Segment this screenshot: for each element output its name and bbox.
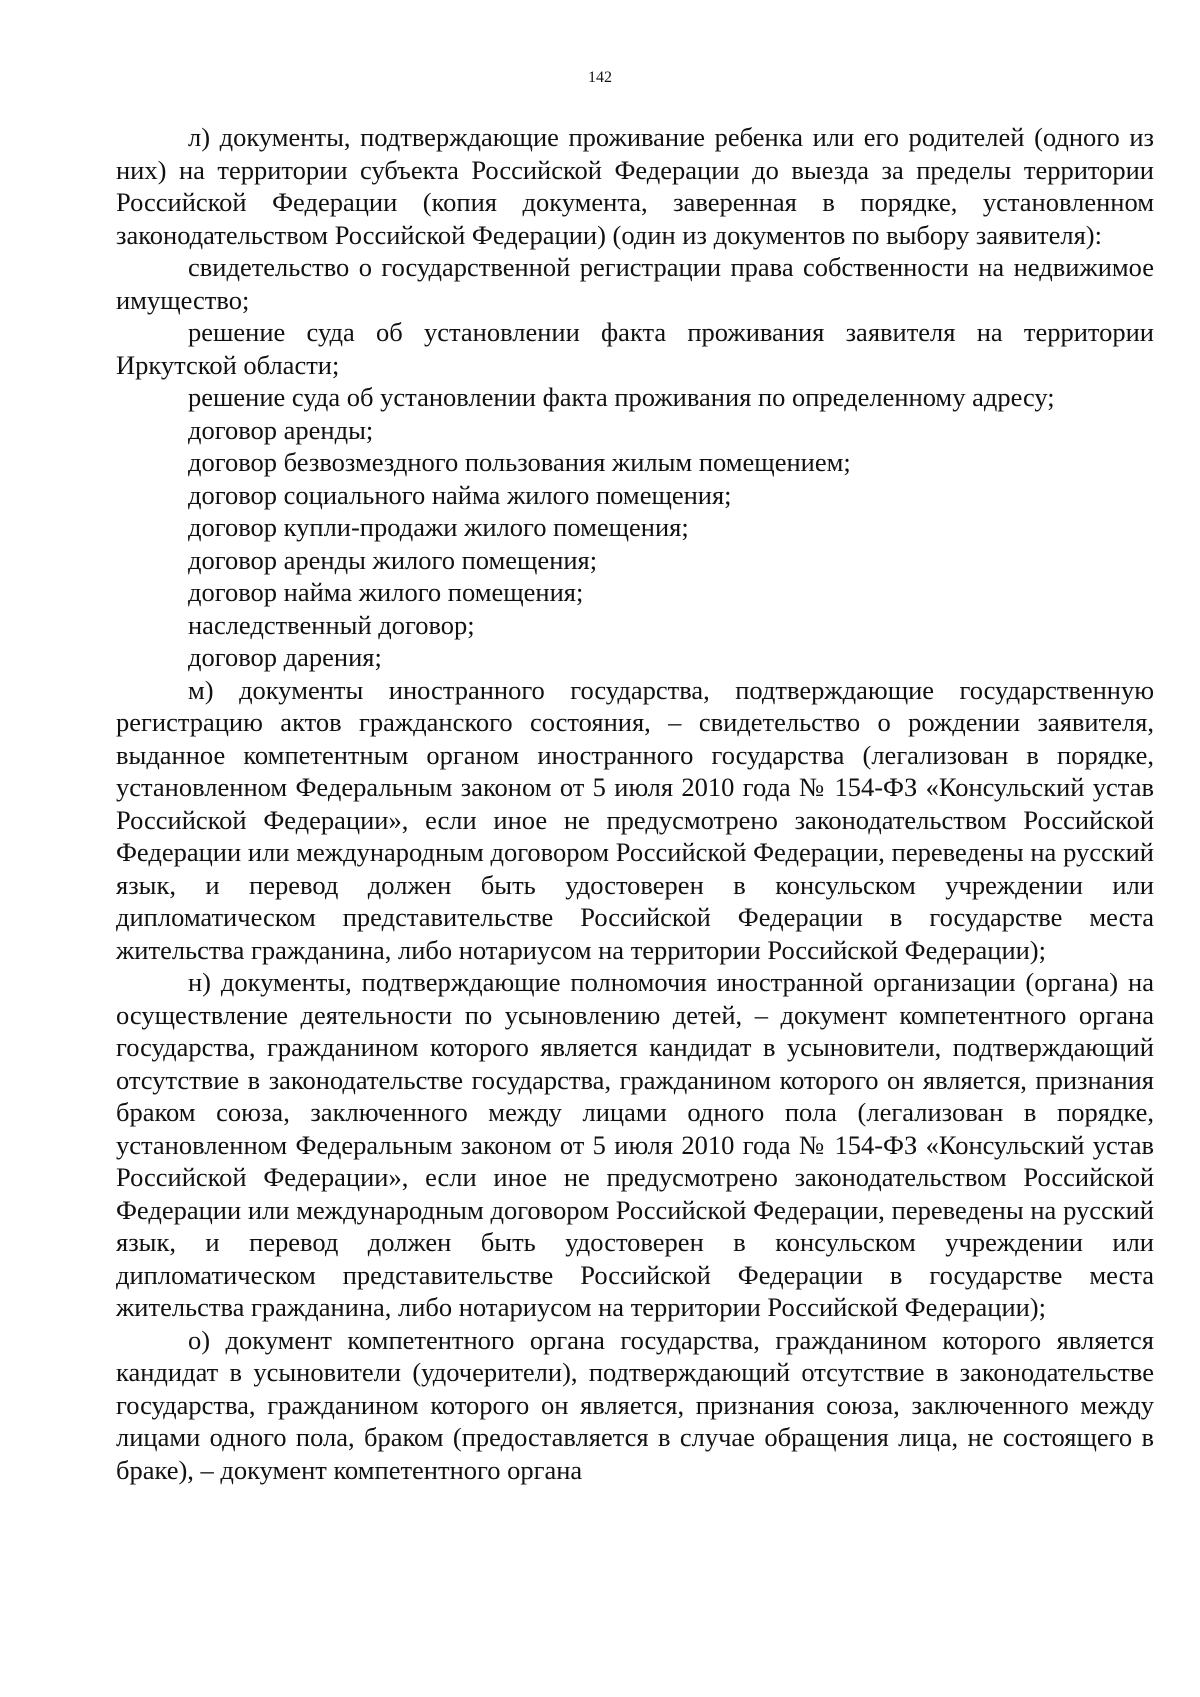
list-item: решение суда об установлении факта проживания заявителя на территории Иркутской области;: [116, 317, 1154, 380]
paragraph-item-l: л) документы, подтверждающие проживание ребенка или его родителей (одного из них) на территории субъекта Российской Федерации до выезда за пределы территории Российской Федерации (копия документа, заверенная в порядке, установленном законодательством Российской Федерации) (один из документов по выбору заявителя):: [116, 122, 1154, 250]
list-item: договор дарения;: [188, 642, 382, 672]
list-item: договор найма жилого помещения;: [188, 577, 584, 607]
list-item: договор купли-продажи жилого помещения;: [188, 512, 689, 542]
list-item: договор социального найма жилого помещения;: [188, 479, 732, 510]
list-item: договор аренды жилого помещения;: [188, 544, 598, 575]
list-item: договор безвозмездного пользования жилым помещением;: [188, 447, 851, 477]
list-item: решение суда об установлении факта проживания по определенному адресу;: [188, 382, 1055, 412]
list-item: договор аренды;: [188, 414, 374, 445]
document-body: [116, 121, 1154, 1486]
list-item: свидетельство о государственной регистрации права собственности на недвижимое имущество;: [116, 252, 1154, 315]
paragraph-item-m: м) документы иностранного государства, подтверждающие государственную регистрацию актов гражданского состояния, – свидетельство о рождении заявителя, выданное компетентным органом иностранного государства (легализован в порядке, установленном Федеральным законом от 5 июля 2010 года № 154-ФЗ «Консульский устав Российской Федерации», если иное не предусмотрено законодательством Российской Федерации или международным договором Российской Федерации, переведены на русский язык, и перевод должен быть удостоверен в консульском учреждении или дипломатическом представительстве Российской Федерации в государстве места жительства гражданина, либо нотариусом на территории Российской Федерации);: [116, 674, 1154, 965]
page-number: 142: [588, 69, 612, 86]
paragraph-item-n: н) документы, подтверждающие полномочия иностранной организации (органа) на осуществление деятельности по усыновлению детей, – документ компетентного органа государства, гражданином которого является кандидат в усыновители, подтверждающий отсутствие в законодательстве государства, гражданином которого он является, признания браком союза, заключенного между лицами одного пола (легализован в порядке, установленном Федеральным законом от 5 июля 2010 года № 154-ФЗ «Консульский устав Российской Федерации», если иное не предусмотрено законодательством Российской Федерации или международным договором Российской Федерации, переведены на русский язык, и перевод должен быть удостоверен в консульском учреждении или дипломатическом представительстве Российской Федерации в государстве места жительства гражданина, либо нотариусом на территории Российской Федерации);: [116, 967, 1154, 1322]
paragraph-item-o: о) документ компетентного органа государства, гражданином которого является кандидат в усыновители (удочерители), подтверждающий отсутствие в законодательстве государства, гражданином которого он является, признания союза, заключенного между лицами одного пола, браком (предоставляется в случае обращения лица, не состоящего в браке), – документ компетентного органа: [116, 1324, 1154, 1485]
list-item: наследственный договор;: [188, 609, 475, 640]
